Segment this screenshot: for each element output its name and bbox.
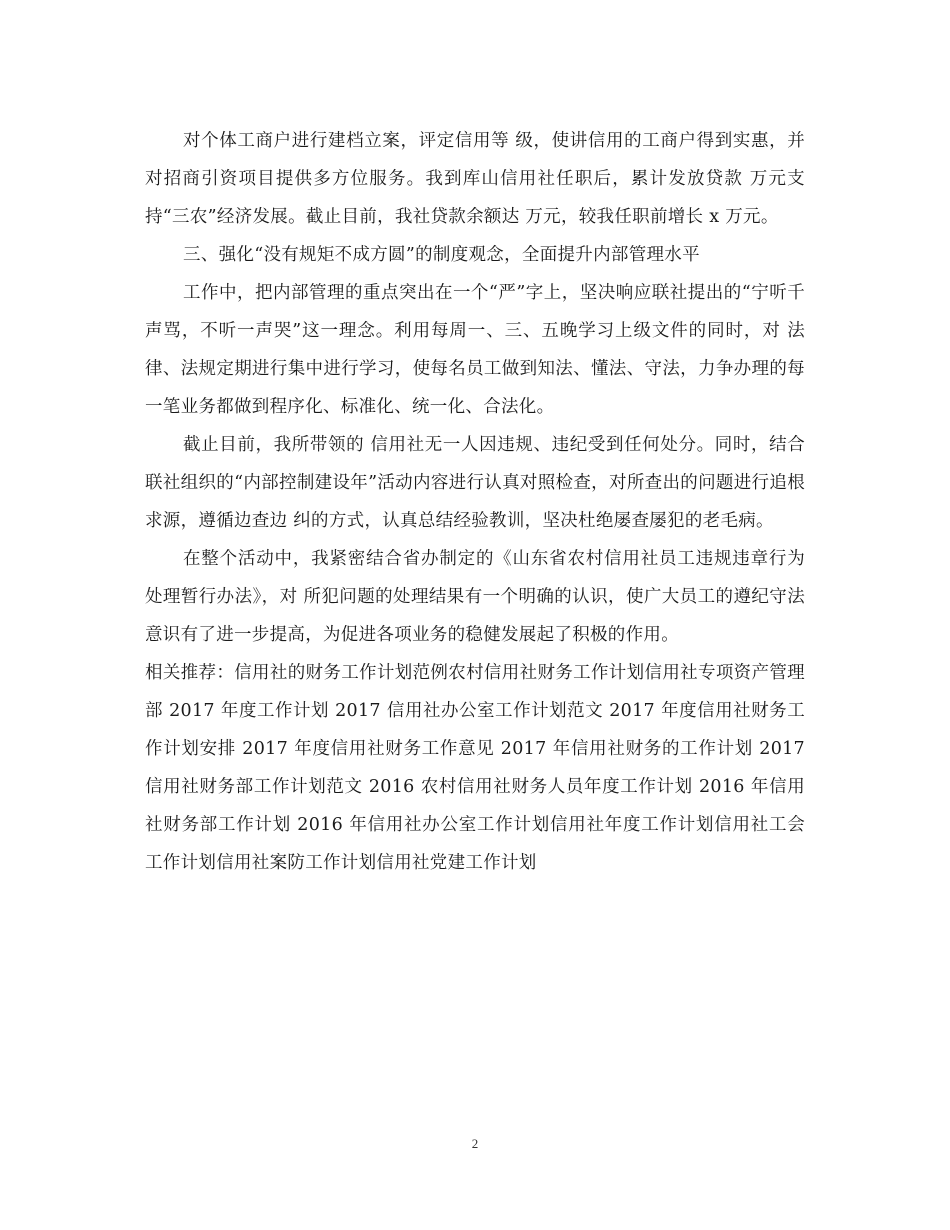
paragraph-internal-management: 工作中，把内部管理的重点突出在一个“严”字上，坚决响应联社提出的“宁听千声骂，不听一声哭”这一理念。利用每周一、三、五晚学习上级文件的同时，对 法律、法规定期进行集中进行学习，使每名员工做到知法、懂法、守法，力争办理的每一笔业务都做到程序化、标准化、统一化、合法化。 (145, 283, 805, 417)
paragraph-compliance-record: 截止目前，我所带领的 信用社无一人因违规、违纪受到任何处分。同时，结合联社组织的“内部控制建设年”活动内容进行认真对照检查，对所查出的问题进行追根求源，遵循边查边 纠的方式，认真总结经验教训，坚决杜绝屡查屡犯的老毛病。 (145, 435, 805, 531)
paragraph-credit-service: 对个体工商户进行建档立案，评定信用等 级，使讲信用的工商户得到实惠，并对招商引资项目提供多方位服务。我到库山信用社任职后，累计发放贷款 万元支持“三农”经济发展。截止目前，我社贷款余额达 万元，较我任职前增长 x 万元。 (145, 131, 805, 227)
related-recommendations: 相关推荐：信用社的财务工作计划范例农村信用社财务工作计划信用社专项资产管理部 2017 年度工作计划 2017 信用社办公室工作计划范文 2017 年度信用社财务工作计划安排 2017 年度信用社财务工作意见 2017 年信用社财务的工作计划 2017 信用社财务部工作计划范文 2016 农村信用社财务人员年度工作计划 2016 年信用社财务部工作计划 2016 年信用社办公室工作计划信用社年度工作计划信用社工会工作计划信用社案防工作计划信用社党建工作计划 (145, 663, 805, 873)
paragraph-activity-summary: 在整个活动中，我紧密结合省办制定的《山东省农村信用社员工违规违章行为处理暂行办法》，对 所犯问题的处理结果有一个明确的认识，使广大员工的遵纪守法意识有了进一步提高，为促进各项业务的稳健发展起了积极的作用。 (145, 549, 805, 645)
document-body (145, 122, 805, 882)
page-number: 2 (471, 1136, 479, 1151)
section-heading-internal-management: 三、强化“没有规矩不成方圆”的制度观念，全面提升内部管理水平 (183, 245, 700, 265)
